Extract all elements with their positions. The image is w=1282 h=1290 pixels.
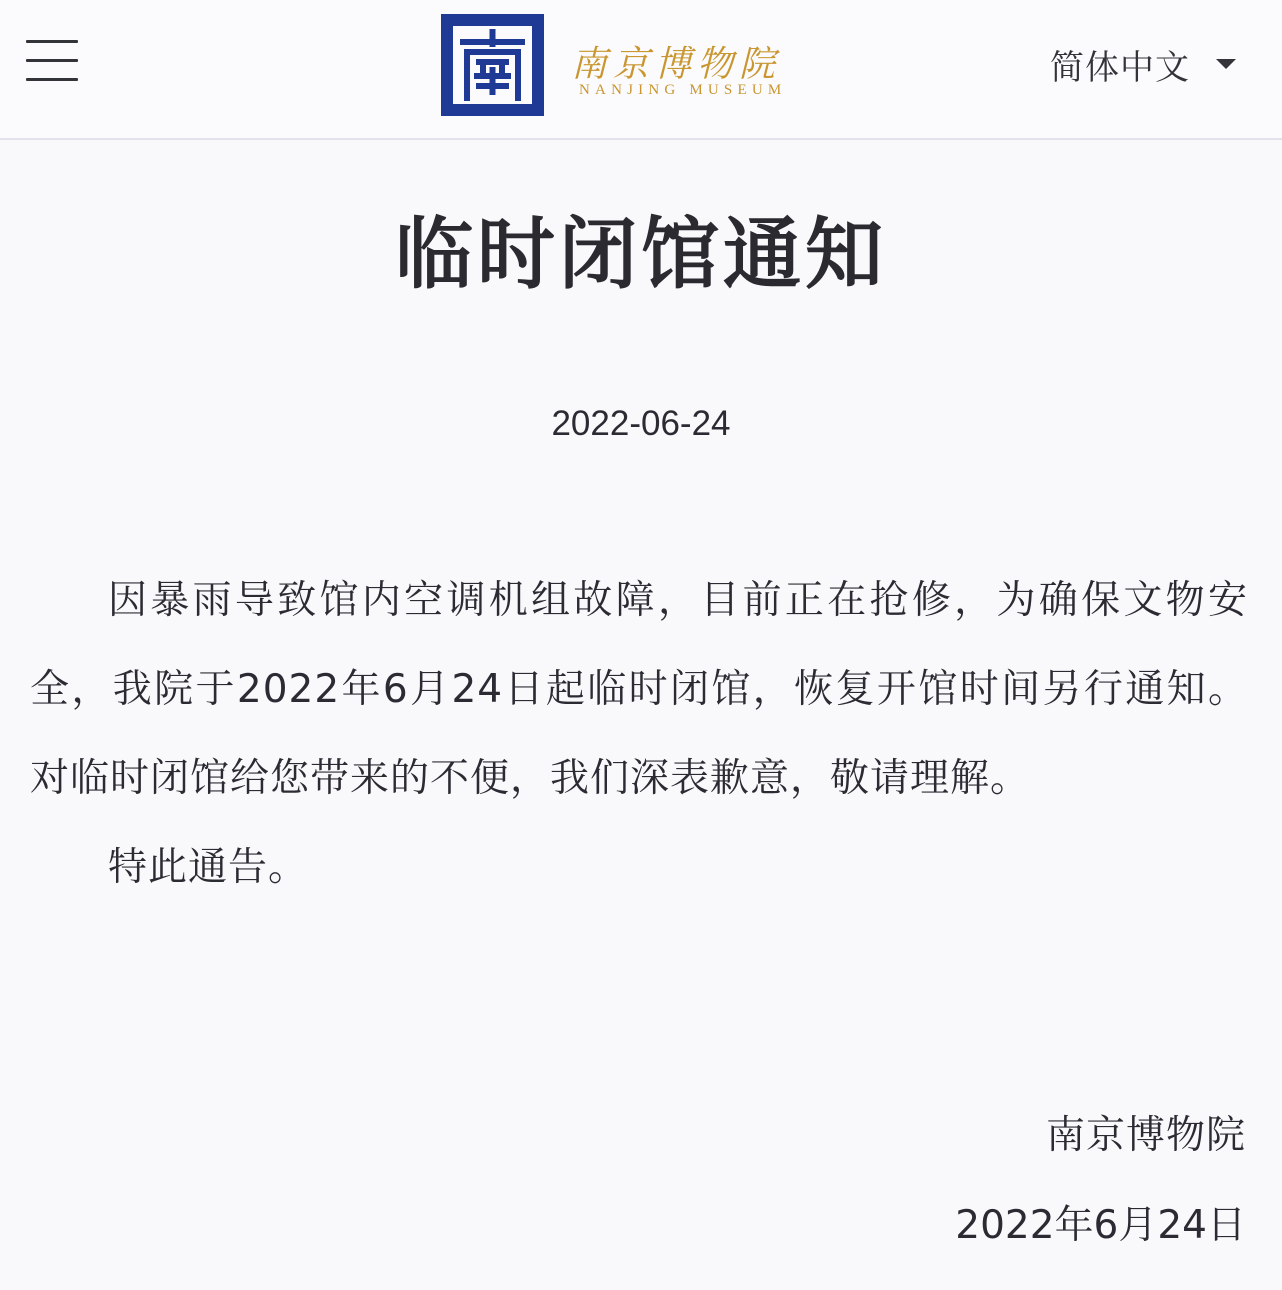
signature-org: 南京博物院 <box>1045 1113 1246 1158</box>
language-label: 简体中文 <box>1050 47 1190 88</box>
logo-name-en: NANJING MUSEUM <box>579 82 787 98</box>
caret-down-icon <box>1216 59 1236 69</box>
language-selector[interactable] <box>1050 42 1236 86</box>
notice-date: 2022-06-24 <box>551 404 731 443</box>
notice-title: 临时闭馆通知 <box>394 210 887 300</box>
menu-bar <box>26 78 78 81</box>
museum-logo[interactable] <box>441 14 841 116</box>
site-header <box>0 0 1282 140</box>
signature-date: 2022年6月24日 <box>955 1203 1246 1248</box>
hamburger-menu-icon[interactable] <box>26 38 78 84</box>
menu-bar <box>26 40 78 43</box>
logo-seal-inner <box>453 26 532 104</box>
logo-seal-icon <box>441 14 544 116</box>
notice-body <box>30 556 1248 912</box>
seal-glyph-icon <box>453 26 532 104</box>
logo-name-cn: 南京博物院 <box>571 44 782 85</box>
notice-paragraph: 因暴雨导致馆内空调机组故障，目前正在抢修，为确保文物安全，我院于2022年6月24日起临时闭馆，恢复开馆时间另行通知。对临时闭馆给您带来的不便，我们深表歉意，敬请理解。 <box>30 578 1248 801</box>
menu-bar <box>26 59 78 62</box>
notice-paragraph: 特此通告。 <box>108 845 309 890</box>
